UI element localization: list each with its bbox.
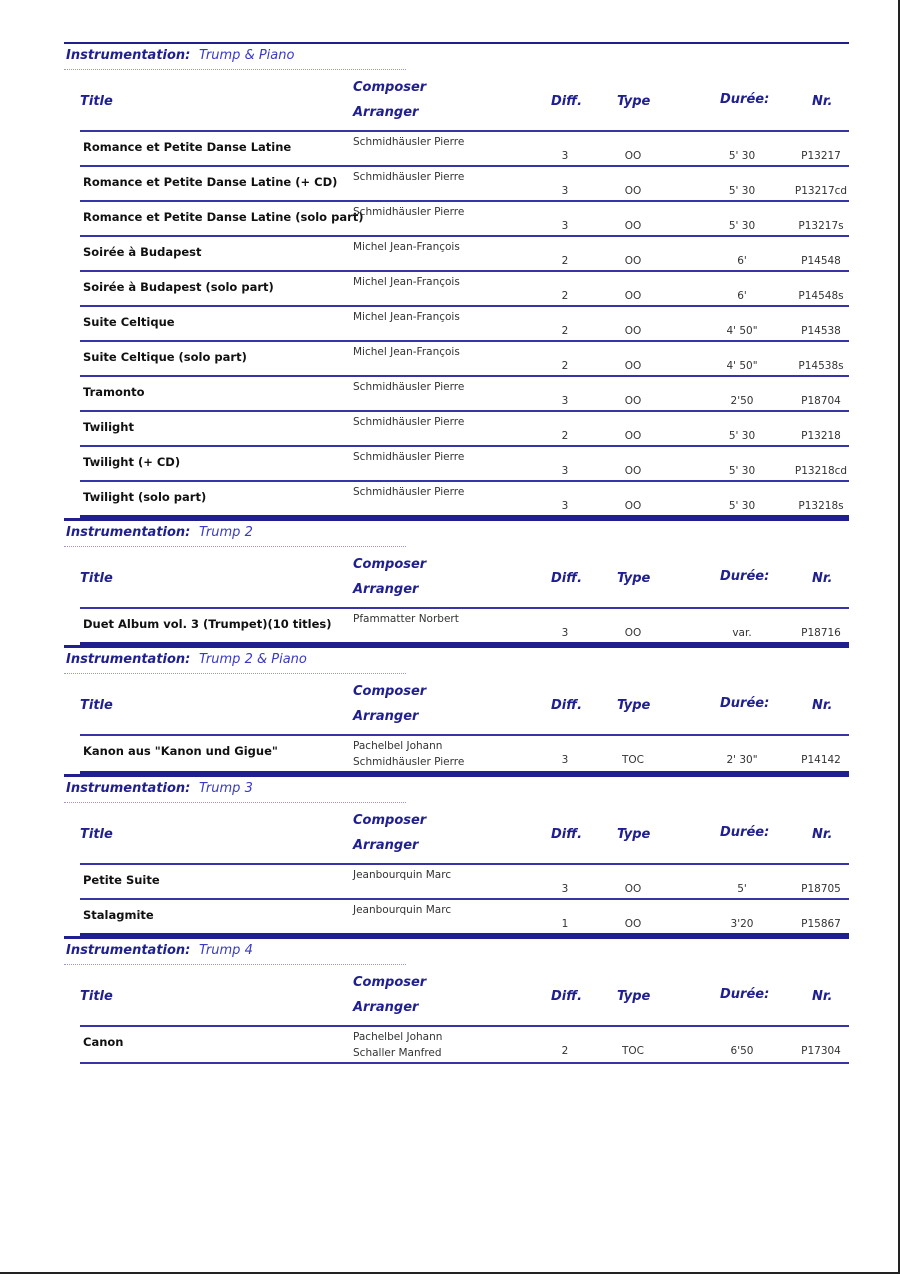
header-arranger: Arranger xyxy=(353,1000,419,1015)
header-composer: Composer xyxy=(353,975,427,990)
cell-composer: Schmidhäusler Pierre xyxy=(353,486,465,498)
column-header-row xyxy=(80,967,849,1027)
cell-difficulty: 3 xyxy=(561,185,569,197)
header-title: Title xyxy=(80,94,113,109)
cell-composer: Pfammatter Norbert xyxy=(353,613,459,625)
cell-difficulty: 3 xyxy=(561,465,569,477)
cell-type: OO xyxy=(624,185,642,197)
cell-number: P14538 xyxy=(801,325,841,337)
header-type: Type xyxy=(617,94,651,109)
instrumentation-bar xyxy=(64,645,849,676)
cell-difficulty: 3 xyxy=(561,754,569,766)
cell-number: P17304 xyxy=(801,1045,841,1057)
header-arranger: Arranger xyxy=(353,582,419,597)
cell-title: Romance et Petite Danse Latine (solo part) xyxy=(83,210,364,224)
header-duration: Durée: xyxy=(720,696,770,711)
header-difficulty: Diff. xyxy=(551,94,583,109)
cell-duration: 5' 30 xyxy=(728,220,756,232)
cell-title: Stalagmite xyxy=(83,908,154,922)
cell-number: P14548s xyxy=(798,290,844,302)
cell-type: OO xyxy=(624,360,642,372)
cell-type: OO xyxy=(624,290,642,302)
header-duration: Durée: xyxy=(720,569,770,584)
table-row xyxy=(80,736,849,774)
header-number: Nr. xyxy=(812,94,833,109)
header-duration: Durée: xyxy=(720,987,770,1002)
cell-difficulty: 1 xyxy=(561,918,569,930)
instrumentation-value: Trump 3 xyxy=(199,781,253,796)
header-duration: Durée: xyxy=(720,825,770,840)
dotted-separator xyxy=(64,69,406,70)
cell-difficulty: 3 xyxy=(561,627,569,639)
cell-title: Duet Album vol. 3 (Trumpet)(10 titles) xyxy=(83,617,332,631)
instrumentation-label: Instrumentation: xyxy=(66,48,191,63)
cell-type: OO xyxy=(624,430,642,442)
cell-type: TOC xyxy=(621,1045,644,1057)
cell-duration: 4' 50" xyxy=(726,325,758,337)
table-row xyxy=(80,609,849,645)
cell-difficulty: 2 xyxy=(561,430,569,442)
cell-duration: 5' 30 xyxy=(728,185,756,197)
instrumentation-bar xyxy=(64,774,849,805)
cell-difficulty: 2 xyxy=(561,255,569,267)
cell-number: P13218s xyxy=(798,500,844,512)
cell-difficulty: 2 xyxy=(561,1045,569,1057)
cell-title: Suite Celtique (solo part) xyxy=(83,350,247,364)
cell-duration: 3'20 xyxy=(730,918,754,930)
header-difficulty: Diff. xyxy=(551,827,583,842)
cell-composer: Jeanbourquin Marc xyxy=(353,904,452,916)
cell-number: P14538s xyxy=(798,360,844,372)
cell-number: P13217s xyxy=(798,220,844,232)
header-number: Nr. xyxy=(812,827,833,842)
cell-arranger: Schmidhäusler Pierre xyxy=(353,756,465,768)
header-type: Type xyxy=(617,698,651,713)
instrumentation-section xyxy=(0,774,900,936)
cell-type: TOC xyxy=(621,754,644,766)
cell-difficulty: 3 xyxy=(561,395,569,407)
cell-number: P15867 xyxy=(801,918,841,930)
cell-composer: Michel Jean-François xyxy=(353,311,460,323)
cell-type: OO xyxy=(624,395,642,407)
instrumentation-value: Trump 2 & Piano xyxy=(199,652,307,667)
table-row xyxy=(80,202,849,237)
cell-title: Suite Celtique xyxy=(83,315,175,329)
cell-title: Twilight xyxy=(83,420,134,434)
cell-composer: Michel Jean-François xyxy=(353,346,460,358)
cell-duration: 5' 30 xyxy=(728,465,756,477)
header-difficulty: Diff. xyxy=(551,571,583,586)
cell-title: Petite Suite xyxy=(83,873,160,887)
instrumentation-section xyxy=(0,42,900,518)
instrumentation-bar xyxy=(64,518,849,549)
column-header-row xyxy=(80,72,849,132)
instrumentation-label: Instrumentation: xyxy=(66,781,191,796)
instrumentation-section xyxy=(0,645,900,774)
cell-duration: 6'50 xyxy=(730,1045,754,1057)
cell-duration: 4' 50" xyxy=(726,360,758,372)
table-row xyxy=(80,412,849,447)
cell-number: P18716 xyxy=(801,627,841,639)
cell-type: OO xyxy=(624,500,642,512)
header-title: Title xyxy=(80,571,113,586)
table-row xyxy=(80,342,849,377)
header-difficulty: Diff. xyxy=(551,989,583,1004)
header-title: Title xyxy=(80,698,113,713)
cell-composer: Schmidhäusler Pierre xyxy=(353,451,465,463)
instrumentation-bar xyxy=(64,936,849,967)
cell-duration: 5' 30 xyxy=(728,150,756,162)
table-row xyxy=(80,1027,849,1064)
header-number: Nr. xyxy=(812,698,833,713)
dotted-separator xyxy=(64,802,406,803)
cell-difficulty: 3 xyxy=(561,150,569,162)
cell-type: OO xyxy=(624,627,642,639)
cell-difficulty: 3 xyxy=(561,220,569,232)
column-header-row xyxy=(80,805,849,865)
cell-number: P13217 xyxy=(801,150,841,162)
header-type: Type xyxy=(617,827,651,842)
cell-title: Soirée à Budapest (solo part) xyxy=(83,280,274,294)
instrumentation-label: Instrumentation: xyxy=(66,943,191,958)
table-row xyxy=(80,482,849,518)
instrumentation-label: Instrumentation: xyxy=(66,652,191,667)
cell-title: Romance et Petite Danse Latine xyxy=(83,140,292,154)
instrumentation-value: Trump & Piano xyxy=(199,48,295,63)
cell-duration: 5' 30 xyxy=(728,430,756,442)
cell-difficulty: 2 xyxy=(561,360,569,372)
cell-type: OO xyxy=(624,465,642,477)
header-type: Type xyxy=(617,571,651,586)
instrumentation-bar xyxy=(64,42,849,72)
cell-difficulty: 2 xyxy=(561,290,569,302)
table-row xyxy=(80,272,849,307)
table-rows xyxy=(0,865,900,936)
table-row xyxy=(80,865,849,900)
cell-title: Soirée à Budapest xyxy=(83,245,202,259)
header-title: Title xyxy=(80,827,113,842)
cell-title: Twilight (solo part) xyxy=(83,490,207,504)
cell-type: OO xyxy=(624,255,642,267)
instrumentation-section xyxy=(0,936,900,1064)
header-type: Type xyxy=(617,989,651,1004)
catalog-listing xyxy=(0,42,900,1064)
column-header-row xyxy=(80,549,849,609)
cell-duration: var. xyxy=(732,627,752,639)
table-row xyxy=(80,307,849,342)
cell-composer: Schmidhäusler Pierre xyxy=(353,381,465,393)
column-header-row xyxy=(80,676,849,736)
table-row xyxy=(80,237,849,272)
instrumentation-label: Instrumentation: xyxy=(66,525,191,540)
header-composer: Composer xyxy=(353,684,427,699)
cell-composer: Pachelbel Johann xyxy=(353,740,443,752)
dotted-separator xyxy=(64,964,406,965)
cell-composer: Schmidhäusler Pierre xyxy=(353,171,465,183)
table-row xyxy=(80,167,849,202)
cell-composer: Schmidhäusler Pierre xyxy=(353,416,465,428)
cell-composer: Michel Jean-François xyxy=(353,241,460,253)
cell-duration: 2'50 xyxy=(730,395,754,407)
cell-duration: 6' xyxy=(737,255,747,267)
cell-type: OO xyxy=(624,325,642,337)
table-row xyxy=(80,447,849,482)
cell-title: Tramonto xyxy=(83,385,145,399)
cell-type: OO xyxy=(624,883,642,895)
cell-duration: 5' 30 xyxy=(728,500,756,512)
cell-composer: Jeanbourquin Marc xyxy=(353,869,452,881)
cell-duration: 5' xyxy=(737,883,747,895)
cell-title: Canon xyxy=(83,1035,124,1049)
instrumentation-value: Trump 2 xyxy=(199,525,253,540)
cell-composer: Pachelbel Johann xyxy=(353,1031,443,1043)
header-arranger: Arranger xyxy=(353,105,419,120)
cell-title: Twilight (+ CD) xyxy=(83,455,181,469)
cell-arranger: Schaller Manfred xyxy=(353,1047,442,1059)
header-duration: Durée: xyxy=(720,92,770,107)
header-composer: Composer xyxy=(353,80,427,95)
cell-difficulty: 3 xyxy=(561,500,569,512)
dotted-separator xyxy=(64,673,406,674)
header-number: Nr. xyxy=(812,989,833,1004)
cell-type: OO xyxy=(624,220,642,232)
cell-number: P13218cd xyxy=(794,465,848,477)
cell-number: P18705 xyxy=(801,883,841,895)
cell-duration: 6' xyxy=(737,290,747,302)
cell-duration: 2' 30" xyxy=(726,754,758,766)
cell-title: Kanon aus "Kanon und Gigue" xyxy=(83,744,278,758)
header-title: Title xyxy=(80,989,113,1004)
cell-number: P14548 xyxy=(801,255,841,267)
cell-type: OO xyxy=(624,150,642,162)
instrumentation-value: Trump 4 xyxy=(199,943,253,958)
header-composer: Composer xyxy=(353,813,427,828)
header-number: Nr. xyxy=(812,571,833,586)
cell-difficulty: 2 xyxy=(561,325,569,337)
table-rows xyxy=(0,132,900,518)
cell-number: P13217cd xyxy=(794,185,848,197)
cell-composer: Schmidhäusler Pierre xyxy=(353,206,465,218)
header-composer: Composer xyxy=(353,557,427,572)
cell-number: P18704 xyxy=(801,395,841,407)
table-row xyxy=(80,132,849,167)
table-rows xyxy=(0,1027,900,1064)
cell-number: P13218 xyxy=(801,430,841,442)
dotted-separator xyxy=(64,546,406,547)
cell-title: Romance et Petite Danse Latine (+ CD) xyxy=(83,175,338,189)
cell-number: P14142 xyxy=(801,754,841,766)
table-rows xyxy=(0,609,900,645)
cell-difficulty: 3 xyxy=(561,883,569,895)
cell-composer: Schmidhäusler Pierre xyxy=(353,136,465,148)
header-arranger: Arranger xyxy=(353,709,419,724)
table-row xyxy=(80,900,849,936)
header-arranger: Arranger xyxy=(353,838,419,853)
cell-composer: Michel Jean-François xyxy=(353,276,460,288)
table-row xyxy=(80,377,849,412)
table-rows xyxy=(0,736,900,774)
header-difficulty: Diff. xyxy=(551,698,583,713)
cell-type: OO xyxy=(624,918,642,930)
instrumentation-section xyxy=(0,518,900,645)
